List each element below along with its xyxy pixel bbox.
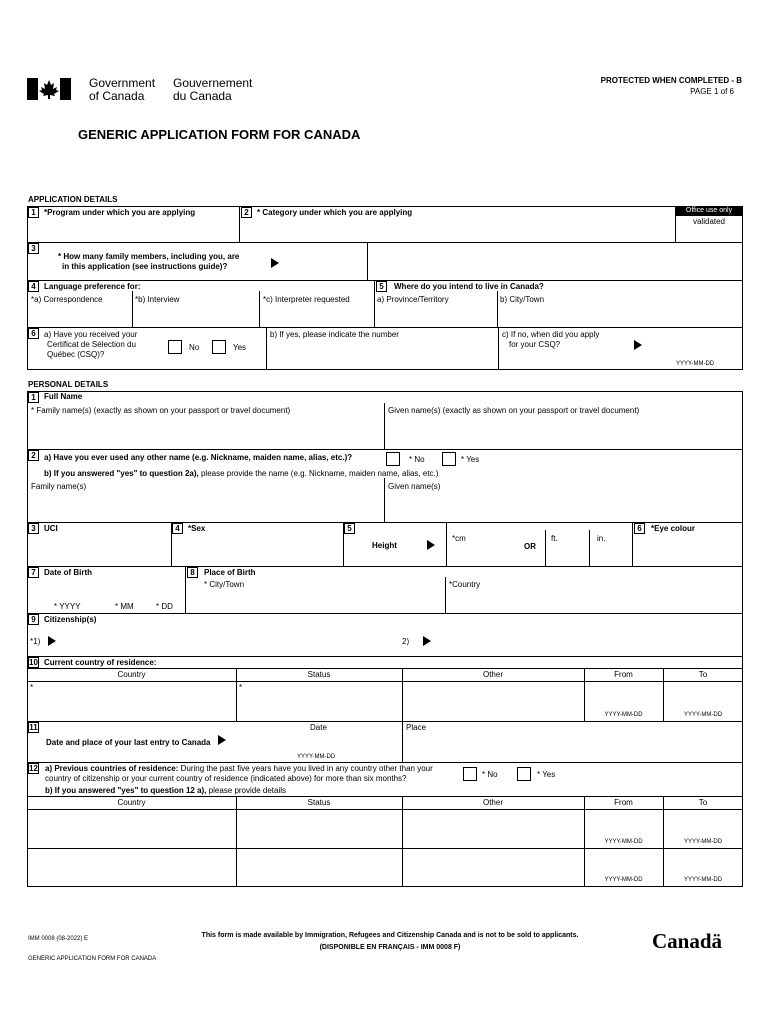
- arrow-right-icon: [427, 540, 435, 550]
- prev-res-no-checkbox[interactable]: [463, 767, 477, 781]
- validated-label: validated: [692, 217, 726, 226]
- page-number: PAGE 1 of 6: [690, 87, 734, 96]
- section-application-details: APPLICATION DETAILS: [28, 195, 118, 204]
- dob-label: Date of Birth: [44, 568, 92, 577]
- arrow-right-icon: [218, 735, 226, 745]
- other-name-no-label: * No: [409, 455, 425, 464]
- q6c-line2: for your CSQ?: [509, 340, 561, 349]
- date-format-hint: YYYY-MM-DD: [676, 361, 715, 367]
- sex-label: *Sex: [188, 524, 206, 533]
- prev-res-yes-label: * Yes: [537, 770, 556, 779]
- from-date-hint: YYYY-MM-DD: [604, 839, 643, 845]
- q6-number: 6: [28, 328, 39, 339]
- p4-number: 4: [172, 523, 183, 534]
- csq-yes-checkbox[interactable]: [212, 340, 226, 354]
- p8-number: 8: [187, 567, 198, 578]
- height-label: Height: [372, 541, 397, 550]
- p12a-bold: a) Previous countries of residence:: [45, 764, 179, 773]
- arrow-right-icon: [634, 340, 642, 350]
- eye-colour-label: *Eye colour: [651, 524, 696, 533]
- given-name-label: Given name(s) (exactly as shown on your passport or travel document): [388, 406, 640, 415]
- q3-label-line1: * How many family members, including you, are: [58, 252, 240, 261]
- prev-res-no-label: * No: [482, 770, 498, 779]
- availability-notice: This form is made available by Immigration, Refugees and Citizenship Canada and is not to be sold to applicants.: [201, 932, 579, 939]
- from-date-hint: YYYY-MM-DD: [604, 712, 643, 718]
- gov-fr-line1: Gouvernement: [173, 76, 253, 90]
- form-name-footer: GENERIC APPLICATION FORM FOR CANADA: [28, 956, 157, 962]
- form-code: IMM 0008 (08-2022) E: [28, 936, 89, 942]
- other-name-yes-checkbox[interactable]: [442, 452, 456, 466]
- p1-number: 1: [28, 392, 39, 403]
- q3-label-line2: in this application (see instructions guide)?: [62, 262, 228, 271]
- last-entry-date-hint: YYYY-MM-DD: [297, 754, 336, 760]
- p11-number: 11: [29, 723, 38, 732]
- col-country: Country: [117, 670, 146, 679]
- dob-day-hint: * DD: [156, 602, 173, 611]
- last-entry-date-label: Date: [310, 723, 327, 732]
- pob-city-label: * City/Town: [204, 580, 245, 589]
- form-title: GENERIC APPLICATION FORM FOR CANADA: [78, 127, 361, 142]
- other-name-no-checkbox[interactable]: [386, 452, 400, 466]
- height-in-input[interactable]: in.: [597, 534, 606, 543]
- q2-label: * Category under which you are applying: [257, 208, 413, 217]
- other-family-name-label: Family name(s): [31, 482, 87, 491]
- col-status: Status: [307, 670, 331, 679]
- required-star: *: [239, 683, 243, 692]
- to-date-hint: YYYY-MM-DD: [683, 877, 723, 883]
- prev-res-yes-checkbox[interactable]: [517, 767, 531, 781]
- uci-label: UCI: [44, 524, 58, 533]
- from-date-hint: YYYY-MM-DD: [604, 877, 643, 883]
- citizenship-2-label: 2): [402, 637, 410, 646]
- q4-number: 4: [28, 281, 39, 292]
- gov-en-line2: of Canada: [89, 89, 145, 103]
- p2b-bold: b) If you answered "yes" to question 2a),: [44, 469, 199, 478]
- citizenship-label: Citizenship(s): [44, 615, 97, 624]
- col-other: Other: [482, 670, 503, 679]
- place-of-birth-group: [185, 566, 743, 614]
- p7-number: 7: [28, 567, 39, 578]
- csq-no-checkbox[interactable]: [168, 340, 182, 354]
- full-name-label: Full Name: [44, 392, 83, 401]
- dob-month-hint: * MM: [115, 602, 134, 611]
- q4a-label: *a) Correspondence: [31, 295, 103, 304]
- other-name-yes-label: * Yes: [461, 455, 480, 464]
- q6a-line2: Certificat de Sélection du: [47, 340, 136, 349]
- col-other: Other: [482, 798, 503, 807]
- canada-wordmark: Canadä: [652, 929, 723, 953]
- q6a-line1: a) Have you received your: [44, 330, 138, 339]
- arrow-right-icon: [48, 636, 56, 646]
- family-members-input[interactable]: [367, 242, 743, 281]
- q1-label: *Program under which you are applying: [44, 208, 196, 217]
- col-from: From: [614, 798, 633, 807]
- csq-no-label: No: [189, 343, 200, 352]
- arrow-right-icon: [271, 258, 279, 268]
- col-status: Status: [307, 798, 331, 807]
- gov-en-line1: Government: [89, 76, 156, 90]
- q4-label: Language preference for:: [44, 282, 141, 291]
- to-date-hint: YYYY-MM-DD: [683, 839, 723, 845]
- col-country: Country: [117, 798, 146, 807]
- q5a-label: a) Province/Territory: [377, 295, 449, 304]
- french-notice: (DISPONIBLE EN FRANÇAIS - IMM 0008 F): [319, 944, 461, 951]
- col-to: To: [698, 670, 708, 679]
- arrow-right-icon: [423, 636, 431, 646]
- p12-number: 12: [29, 764, 38, 773]
- family-name-label: * Family name(s) (exactly as shown on your passport or travel document): [31, 406, 291, 415]
- required-star: *: [30, 683, 34, 692]
- to-date-hint: YYYY-MM-DD: [683, 712, 723, 718]
- last-entry-place-label: Place: [406, 723, 427, 732]
- p9-number: 9: [28, 614, 39, 625]
- p12b-rest: please provide details: [208, 786, 287, 795]
- q1-number: 1: [28, 207, 39, 218]
- p12a-line2: country of citizenship or your current country of residence (indicated above) for more than six months?: [45, 774, 407, 783]
- p6-number: 6: [634, 523, 645, 534]
- col-from: From: [614, 670, 633, 679]
- section-personal-details: PERSONAL DETAILS: [28, 380, 109, 389]
- protected-label: PROTECTED WHEN COMPLETED - B: [600, 76, 742, 85]
- p5-number: 5: [344, 523, 355, 534]
- q5b-label: b) City/Town: [500, 295, 545, 304]
- p12b-bold: b) If you answered "yes" to question 12 a),: [45, 786, 207, 795]
- other-given-name-label: Given name(s): [388, 482, 441, 491]
- citizenship-group: [27, 613, 743, 657]
- q5-number: 5: [376, 281, 387, 292]
- q6b-label: b) If yes, please indicate the number: [270, 330, 399, 339]
- q5-label: Where do you intend to live in Canada?: [394, 282, 544, 291]
- gov-fr-line2: du Canada: [173, 89, 232, 103]
- p2-number: 2: [28, 450, 39, 461]
- q4c-label: *c) Interpreter requested: [263, 295, 350, 304]
- height-ft-input[interactable]: ft.: [551, 534, 558, 543]
- other-name-question: a) Have you ever used any other name (e.g. Nickname, maiden name, alias, etc.)?: [44, 453, 353, 462]
- full-name-group: [27, 391, 743, 450]
- pob-country-label: *Country: [449, 580, 481, 589]
- csq-yes-label: Yes: [233, 343, 247, 352]
- height-cm-input[interactable]: *cm: [452, 534, 466, 543]
- q6c-line1: c) If no, when did you apply: [502, 330, 600, 339]
- or-label: OR: [524, 542, 536, 551]
- pob-label: Place of Birth: [204, 568, 256, 577]
- current-residence-label: Current country of residence:: [44, 658, 157, 667]
- q4b-label: *b) Interview: [135, 295, 180, 304]
- p3-number: 3: [28, 523, 39, 534]
- col-to: To: [698, 798, 708, 807]
- q6a-line3: Québec (CSQ)?: [47, 350, 105, 359]
- p2b-rest: please provide the name (e.g. Nickname, maiden name, alias, etc.): [200, 469, 439, 478]
- p10-number: 10: [29, 658, 38, 667]
- q2-number: 2: [241, 207, 252, 218]
- p12a-rest: During the past five years have you lived in any country other than your: [180, 764, 433, 773]
- q3-number: 3: [28, 243, 39, 254]
- government-flag-logo: [27, 78, 71, 100]
- citizenship-1-label: *1): [30, 637, 41, 646]
- last-entry-label: Date and place of your last entry to Canada: [46, 738, 211, 747]
- dob-year-hint: * YYYY: [54, 602, 81, 611]
- office-use-label: Office use only: [685, 207, 733, 214]
